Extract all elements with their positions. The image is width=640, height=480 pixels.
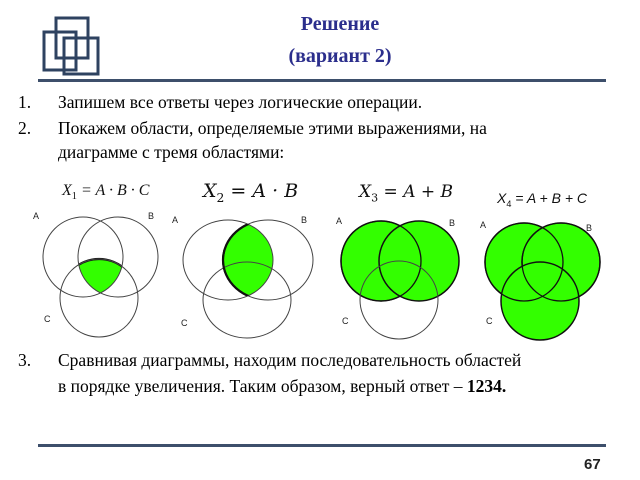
label-b: B bbox=[449, 218, 456, 228]
venn-diagram-3 bbox=[341, 221, 459, 339]
item-number: 3. bbox=[18, 350, 32, 370]
label-b: B bbox=[148, 211, 155, 221]
venn-diagram-2 bbox=[183, 220, 313, 338]
venn-diagram-1 bbox=[43, 217, 158, 337]
item-text: диаграмме с тремя областями: bbox=[58, 142, 285, 162]
label-c: C bbox=[181, 318, 188, 328]
slide-subtitle: (вариант 2) bbox=[288, 45, 392, 67]
label-a: A bbox=[336, 216, 343, 226]
formula-var: X bbox=[359, 182, 372, 202]
circle-b-filled bbox=[379, 221, 459, 301]
formula-expr: = A + B bbox=[378, 182, 454, 202]
formula-var: X bbox=[203, 180, 217, 202]
formula-sub: 4 bbox=[506, 198, 512, 209]
circle-a bbox=[43, 217, 123, 297]
label-c: C bbox=[342, 316, 349, 326]
venn-diagram-4 bbox=[485, 223, 600, 340]
item-text-line bbox=[58, 374, 506, 398]
formula-expr: = A · B · C bbox=[76, 182, 150, 199]
item-text: Покажем области, определяемые этими выражениями, на bbox=[58, 118, 487, 138]
formula-var: X bbox=[62, 182, 72, 199]
formula-var: X bbox=[497, 190, 507, 206]
label-a: A bbox=[480, 220, 487, 230]
item-number: 2. bbox=[18, 118, 32, 138]
circle-b bbox=[78, 217, 158, 297]
formula-sub: 1 bbox=[71, 191, 77, 203]
item-text: Сравнивая диаграммы, находим последовательность областей bbox=[58, 350, 522, 370]
label-c: C bbox=[44, 314, 51, 324]
label-c: C bbox=[486, 316, 493, 326]
formula-sub: 2 bbox=[216, 190, 225, 205]
answer-value: 1234. bbox=[466, 376, 507, 396]
label-b: B bbox=[301, 215, 308, 225]
label-a: A bbox=[172, 215, 179, 225]
page-number: 67 bbox=[584, 456, 601, 473]
item-text: в порядке увеличения. Таким образом, верный ответ – bbox=[58, 376, 467, 396]
item-number: 1. bbox=[18, 92, 32, 112]
formula-sub: 3 bbox=[371, 191, 379, 205]
slide-title: Решение bbox=[300, 13, 380, 35]
label-b: B bbox=[586, 223, 593, 233]
label-a: A bbox=[33, 211, 40, 221]
formula-expr: = A · B bbox=[224, 180, 299, 202]
formula-expr: = A + B + C bbox=[511, 190, 588, 206]
item-text: Запишем все ответы через логические операции. bbox=[58, 92, 423, 112]
footer-divider bbox=[38, 444, 606, 447]
